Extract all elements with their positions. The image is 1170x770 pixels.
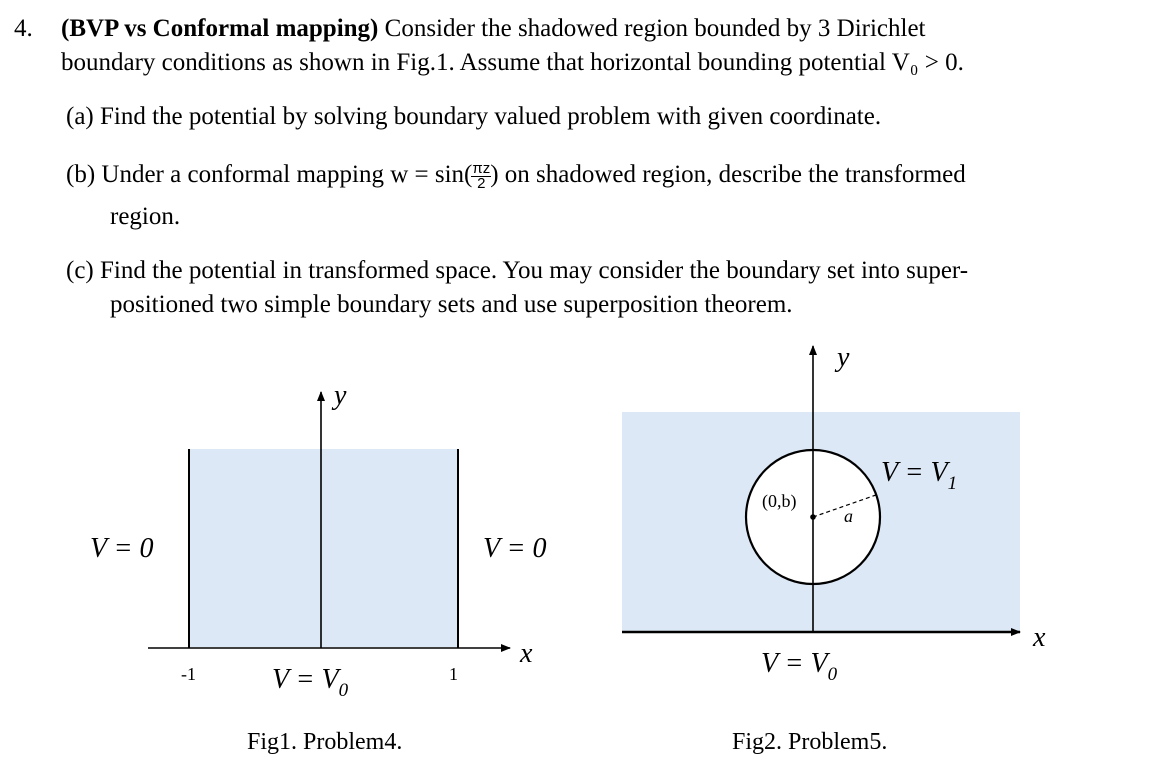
fig1-bottom-v: V = V: [272, 664, 339, 695]
fig2-radius-label: a: [844, 506, 853, 526]
figure-1: [90, 380, 547, 701]
part-b-prefix: (b) Under a conformal mapping w = sin(: [66, 161, 473, 188]
fig1-bottom-potential: [272, 664, 349, 701]
fig2-caption: Fig2. Problem5.: [732, 729, 888, 755]
part-b-line2: region.: [110, 203, 181, 230]
fraction-denominator: 2: [477, 174, 486, 192]
problem-number: 4.: [14, 15, 33, 42]
fig2-circle-v: V = V: [881, 457, 948, 488]
part-c-line2: positioned two simple boundary sets and use superposition theorem.: [110, 291, 793, 318]
fig2-y-label: y: [837, 342, 850, 373]
fig2-circle-sub: 1: [947, 473, 958, 494]
fig1-caption: Fig1. Problem4.: [247, 729, 403, 755]
problem-title: (BVP vs Conformal mapping): [61, 15, 379, 42]
fig1-tick-right: 1: [449, 664, 458, 684]
fig2-center-label: (0,b): [762, 491, 797, 511]
fig1-left-potential: V = 0: [90, 533, 154, 564]
problem-intro-line2: boundary conditions as shown in Fig.1. Assume that horizontal bounding potential V₀ > 0.: [61, 49, 964, 76]
fig1-y-label: y: [334, 380, 347, 411]
fig2-bottom-v: V = V: [761, 648, 828, 679]
fig1-shaded-region: [189, 449, 458, 647]
part-b-suffix: ) on shadowed region, describe the transformed: [490, 161, 966, 188]
part-a: (a) Find the potential by solving boundary valued problem with given coordinate.: [66, 103, 882, 130]
fig1-x-label: x: [520, 638, 533, 669]
fig2-bottom-potential: [761, 648, 838, 685]
figure-2: [622, 342, 1046, 685]
problem-intro-text: Consider the shadowed region bounded by 3 Dirichlet: [378, 15, 926, 42]
part-c-line1: (c) Find the potential in transformed space. You may consider the boundary set into super-: [66, 257, 969, 284]
fraction-numerator: πz: [472, 159, 491, 177]
fig1-bottom-sub: 0: [338, 680, 349, 701]
fig2-x-label: x: [1033, 622, 1046, 653]
fig1-right-potential: V = 0: [483, 533, 547, 564]
fig2-bottom-sub: 0: [827, 664, 838, 685]
fig1-tick-left: -1: [181, 664, 196, 684]
